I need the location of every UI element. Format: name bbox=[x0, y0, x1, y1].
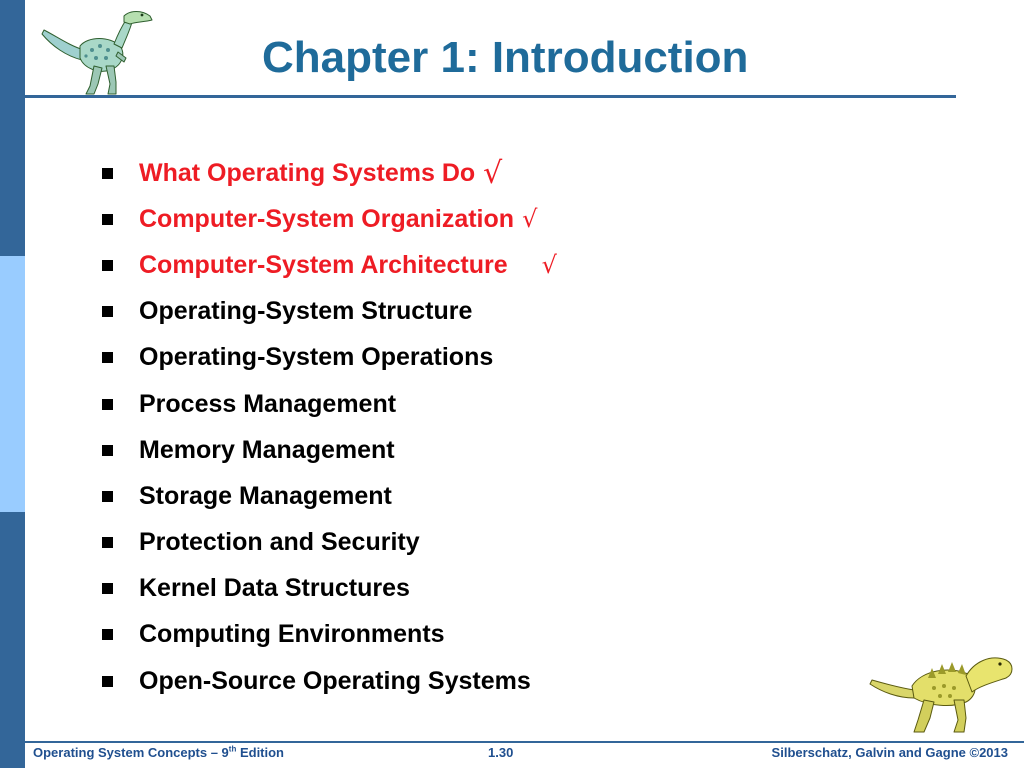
footer-book-title bbox=[33, 745, 284, 761]
checkmark-icon: √ bbox=[483, 155, 503, 191]
topic-label: What Operating Systems Do bbox=[139, 158, 476, 187]
topic-item bbox=[102, 196, 557, 242]
topic-list bbox=[102, 150, 557, 704]
topic-item bbox=[102, 427, 557, 473]
bullet-square-icon bbox=[102, 583, 113, 594]
topic-item bbox=[102, 473, 557, 519]
topic-label: Operating-System Operations bbox=[139, 343, 494, 372]
topic-label: Computer-System Organization bbox=[139, 204, 515, 233]
topic-label: Computing Environments bbox=[139, 620, 445, 649]
left-stripe-top bbox=[0, 0, 25, 256]
topic-item bbox=[102, 381, 557, 427]
topic-item bbox=[102, 612, 557, 658]
topic-item bbox=[102, 150, 557, 196]
footer-divider bbox=[25, 741, 1024, 743]
topic-label: Memory Management bbox=[139, 435, 395, 464]
checkmark-icon: √ bbox=[541, 251, 557, 280]
topic-item bbox=[102, 335, 557, 381]
bullet-square-icon bbox=[102, 629, 113, 640]
dinosaur-icon bbox=[36, 6, 156, 98]
topic-label: Protection and Security bbox=[139, 528, 420, 557]
bullet-square-icon bbox=[102, 214, 113, 225]
footer-book-ordinal: th bbox=[228, 744, 237, 754]
left-stripe-middle bbox=[0, 256, 25, 512]
footer-authors: Silberschatz, Galvin and Gagne ©2013 bbox=[771, 745, 1008, 760]
topic-label: Operating-System Structure bbox=[139, 297, 473, 326]
left-stripe-bottom bbox=[0, 512, 25, 768]
topic-item bbox=[102, 289, 557, 335]
bullet-square-icon bbox=[102, 445, 113, 456]
title-divider bbox=[25, 95, 956, 98]
bullet-square-icon bbox=[102, 306, 113, 317]
bullet-square-icon bbox=[102, 537, 113, 548]
topic-label: Kernel Data Structures bbox=[139, 574, 410, 603]
bullet-square-icon bbox=[102, 399, 113, 410]
topic-item bbox=[102, 242, 557, 288]
bullet-square-icon bbox=[102, 676, 113, 687]
bullet-square-icon bbox=[102, 491, 113, 502]
topic-item bbox=[102, 520, 557, 566]
footer-book-prefix: Operating System Concepts – 9 bbox=[33, 745, 229, 760]
topic-label: Storage Management bbox=[139, 481, 392, 510]
bullet-square-icon bbox=[102, 260, 113, 271]
left-stripe bbox=[0, 0, 25, 768]
bullet-square-icon bbox=[102, 352, 113, 363]
dinosaur-icon bbox=[868, 640, 1018, 740]
topic-item bbox=[102, 658, 557, 704]
topic-item bbox=[102, 566, 557, 612]
checkmark-icon: √ bbox=[522, 205, 538, 234]
bullet-square-icon bbox=[102, 168, 113, 179]
footer-book-suffix: Edition bbox=[236, 745, 285, 760]
page-number: 1.30 bbox=[488, 745, 514, 760]
topic-label: Open-Source Operating Systems bbox=[139, 666, 531, 695]
topic-label: Process Management bbox=[139, 389, 397, 418]
page-title: Chapter 1: Introduction bbox=[262, 33, 749, 82]
topic-label: Computer-System Architecture bbox=[139, 250, 508, 279]
